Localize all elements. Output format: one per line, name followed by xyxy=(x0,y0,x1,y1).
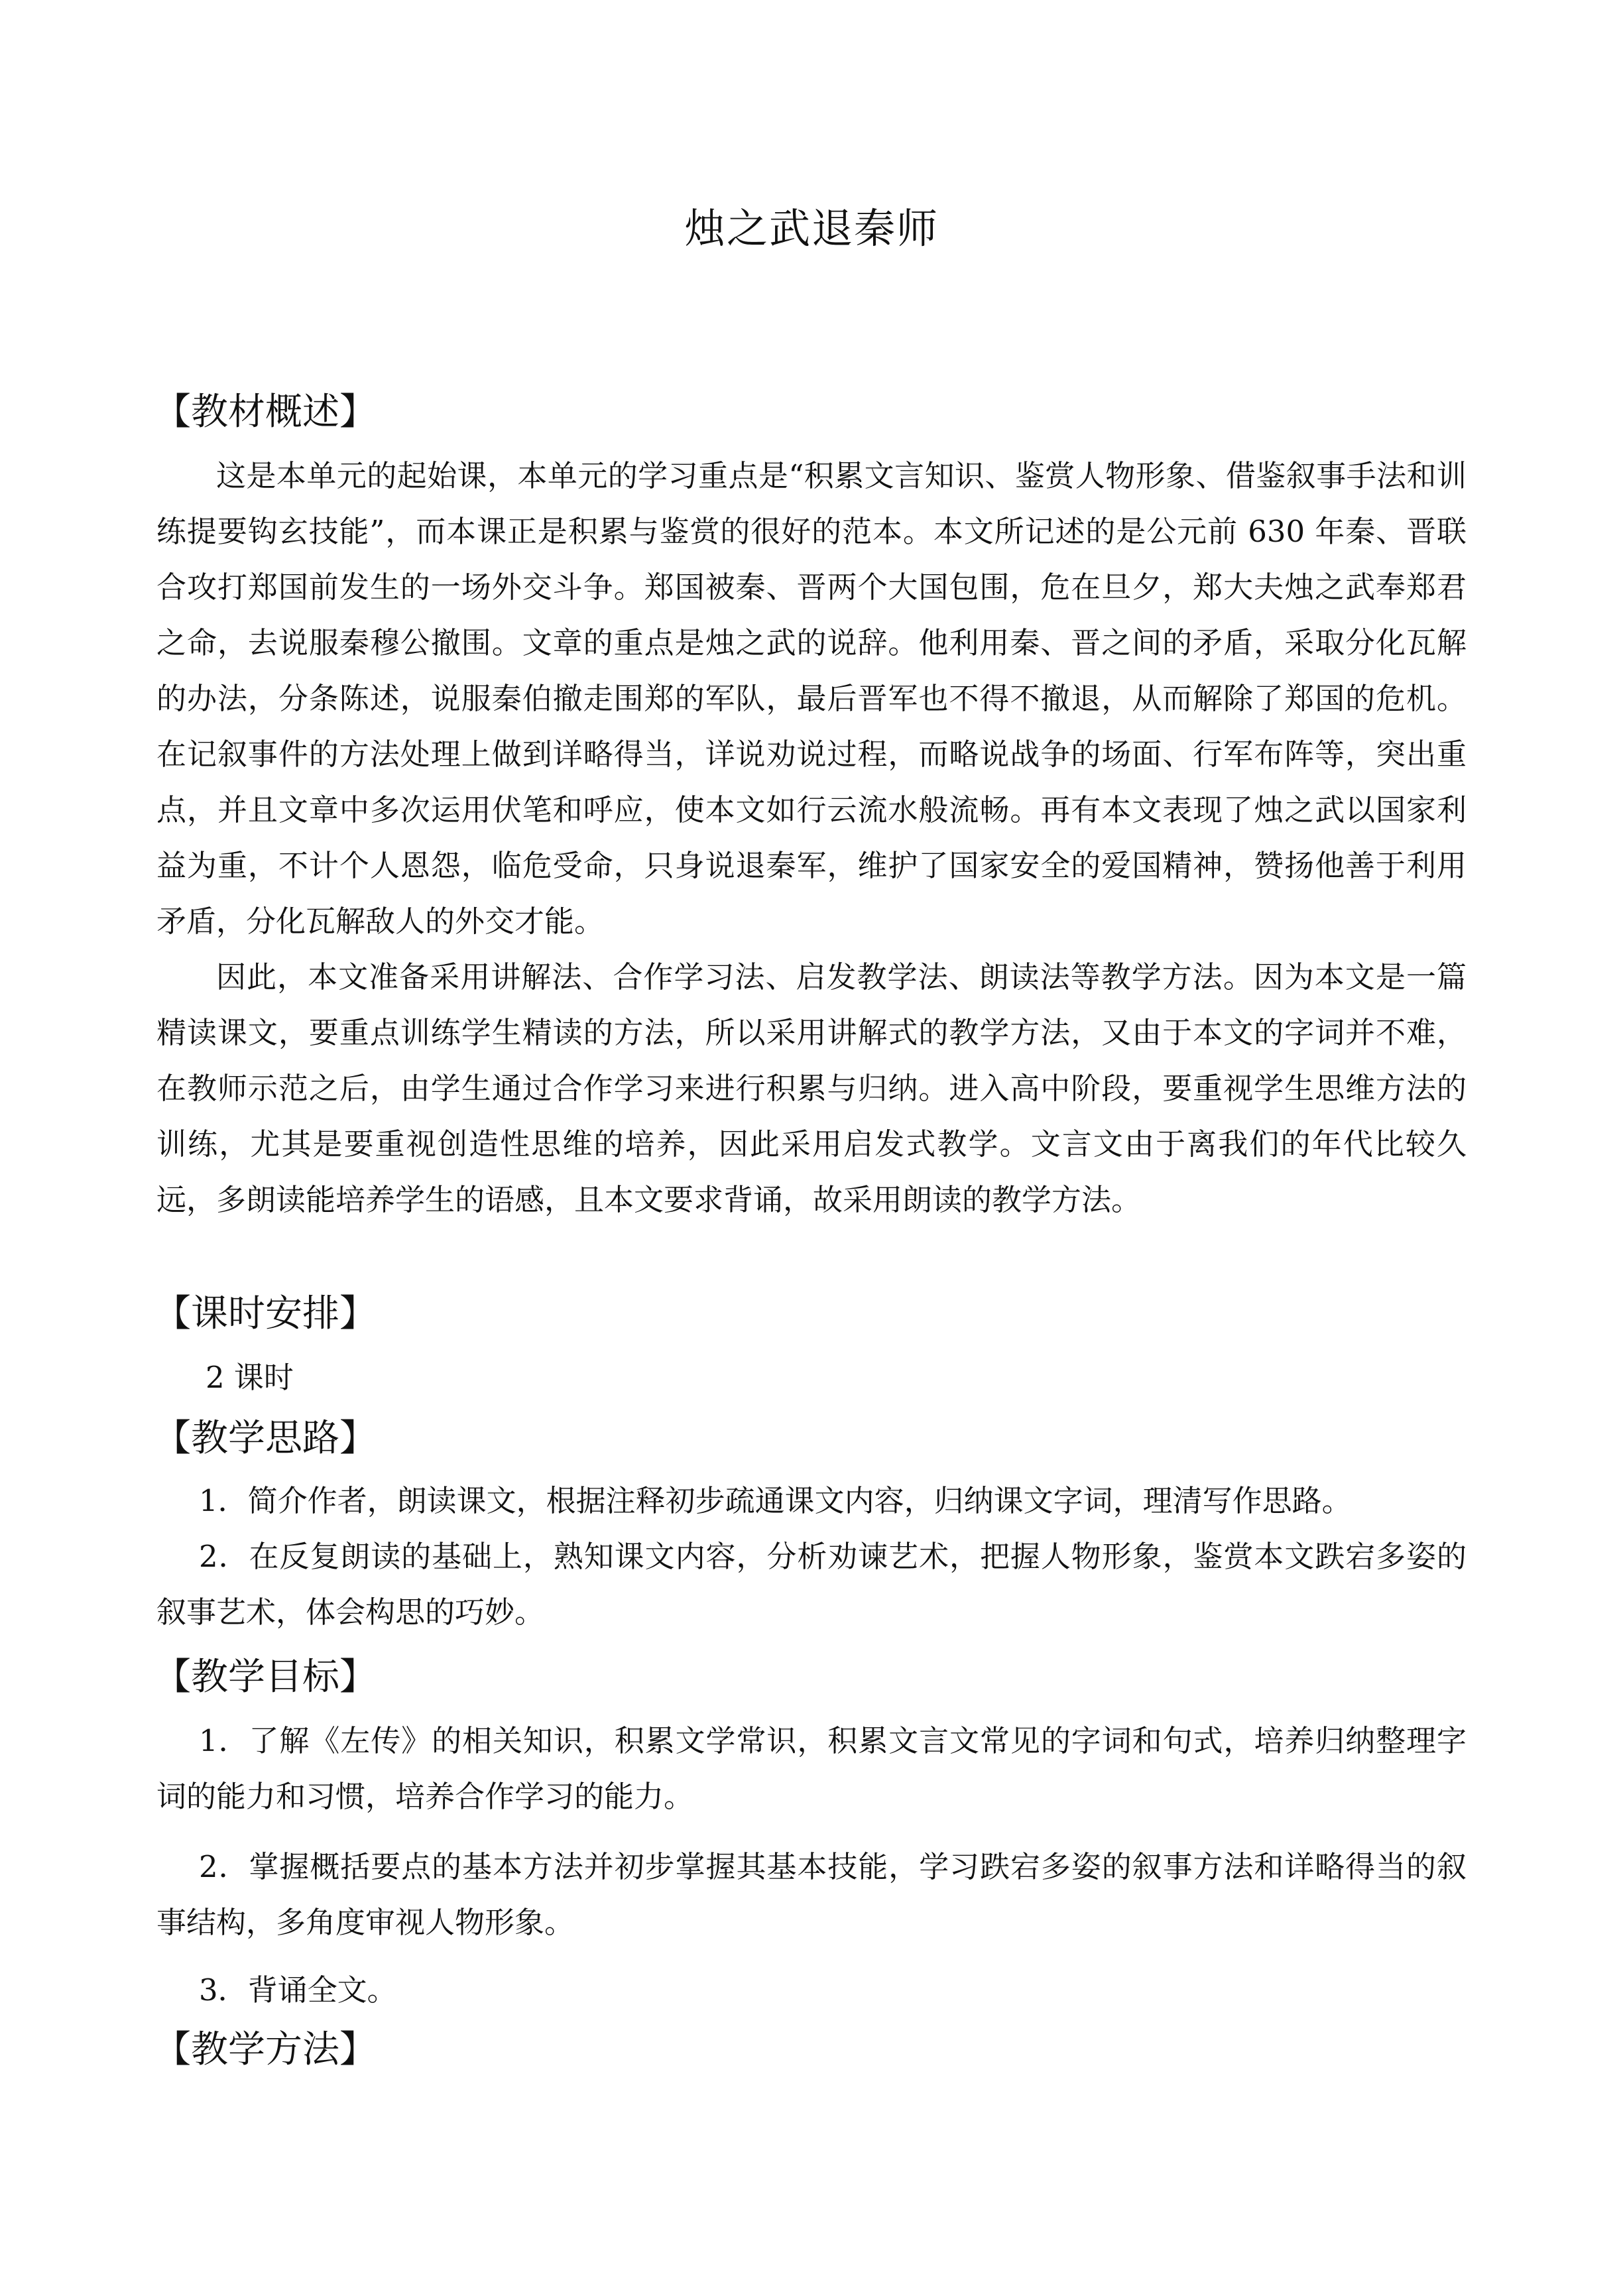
goals-item-3: 3．背诵全文。 xyxy=(199,1972,397,2008)
section-heading-overview: 【教材概述】 xyxy=(154,391,377,434)
approach-item-1: 1．简介作者，朗读课文，根据注释初步疏通课文内容，归纳课文字词，理清写作思路。 xyxy=(199,1483,1352,1518)
approach-item-2: 2．在反复朗读的基础上，熟知课文内容，分析劝谏艺术，把握人物形象，鉴赏本文跌宕多姿的叙事艺术，体会构思的巧妙。 xyxy=(156,1539,1467,1630)
section-heading-goals: 【教学目标】 xyxy=(154,1656,377,1699)
overview-paragraph-2: 因此，本文准备采用讲解法、合作学习法、启发教学法、朗读法等教学方法。因为本文是一篇精读课文，要重点训练学生精读的方法，所以采用讲解式的教学方法，又由于本文的字词并不难，在教师示范之后，由学生通过合作学习来进行积累与归纳。进入高中阶段，要重视学生思维方法的训练，尤其是要重视创造性思维的培养，因此采用启发式教学。文言文由于离我们的年代比较久远，多朗读能培养学生的语感，且本文要求背诵，故采用朗读的教学方法。 xyxy=(156,959,1467,1217)
goals-item-2: 2．掌握概括要点的基本方法并初步掌握其基本技能，学习跌宕多姿的叙事方法和详略得当的叙事结构，多角度审视人物形象。 xyxy=(156,1849,1467,1940)
section-heading-methods: 【教学方法】 xyxy=(154,2028,377,2071)
document-title: 烛之武退秦师 xyxy=(684,204,939,253)
section-heading-schedule: 【课时安排】 xyxy=(154,1292,377,1335)
section-heading-approach: 【教学思路】 xyxy=(154,1417,377,1460)
overview-paragraph-1: 这是本单元的起始课，本单元的学习重点是“积累文言知识、鉴赏人物形象、借鉴叙事手法和训练提要钩玄技能”，而本课正是积累与鉴赏的很好的范本。本文所记述的是公元前 630 年秦、晋联合攻打郑国前发生的一场外交斗争。郑国被秦、晋两个大国包围，危在旦夕，郑大夫烛之武奉郑君之命，去说服秦穆公撤围。文章的重点是烛之武的说辞。他利用秦、晋之间的矛盾，采取分化瓦解的办法，分条陈述，说服秦伯撤走围郑的军队，最后晋军也不得不撤退，从而解除了郑国的危机。在记叙事件的方法处理上做到详略得当，详说劝说过程，而略说战争的场面、行军布阵等，突出重点，并且文章中多次运用伏笔和呼应，使本文如行云流水般流畅。再有本文表现了烛之武以国家利益为重，不计个人恩怨，临危受命，只身说退秦军，维护了国家安全的爱国精神，赞扬他善于利用矛盾，分化瓦解敌人的外交才能。 xyxy=(156,458,1467,939)
goals-item-1: 1．了解《左传》的相关知识，积累文学常识，积累文言文常见的字词和句式，培养归纳整理字词的能力和习惯，培养合作学习的能力。 xyxy=(156,1723,1467,1814)
schedule-text: 2 课时 xyxy=(206,1360,294,1395)
